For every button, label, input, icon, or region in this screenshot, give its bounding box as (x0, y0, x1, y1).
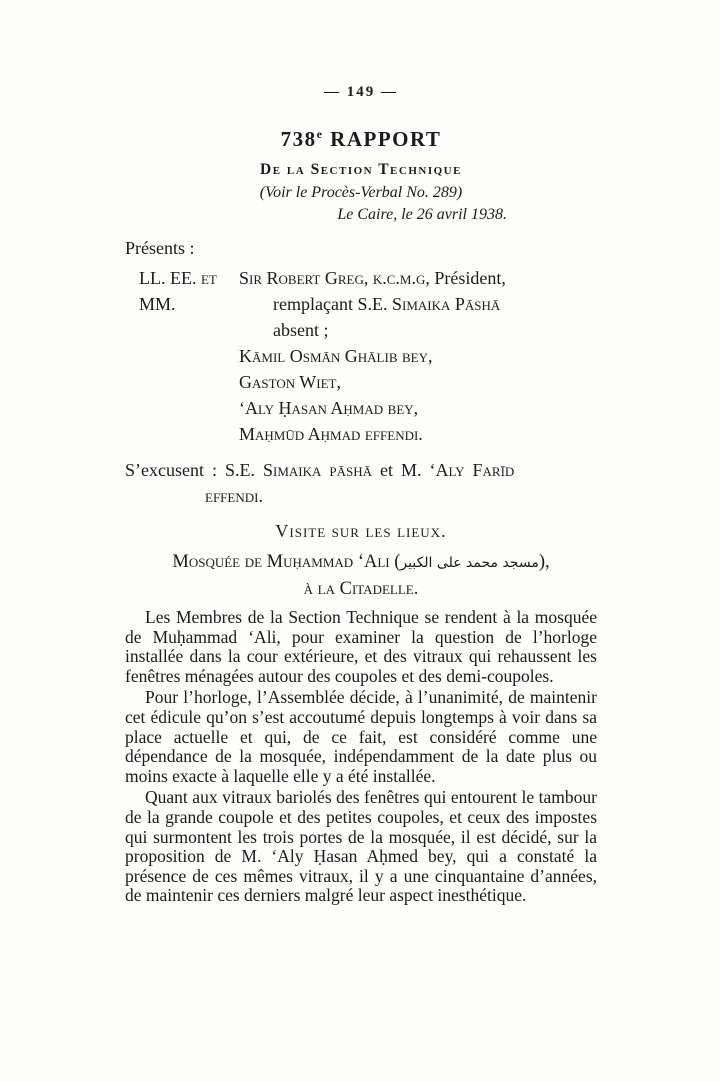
attendee-name: Kāmil Osmān Ghālib bey, (239, 346, 433, 366)
attendee-line (239, 291, 597, 317)
attendee-note: remplaçant (273, 294, 358, 314)
attendee-line (239, 265, 597, 291)
attendee-role: Président, (429, 268, 506, 288)
mosque-heading (125, 549, 597, 576)
attendee-names (239, 265, 597, 447)
excused-list (125, 457, 597, 509)
excused-name: S.E. Simaika pāshā (224, 460, 373, 480)
attendee-group-label: LL. EE. et MM. (139, 268, 217, 314)
report-title-number: 738 (280, 127, 317, 151)
excused-label: S’excusent : (125, 460, 225, 480)
attendance-list (125, 265, 597, 447)
mosque-location: à la Citadelle. (303, 579, 419, 599)
body-paragraph: Pour l’horloge, l’Assemblée décide, à l’unanimité, de maintenir cet édicule qu’on s’est accoutumé depuis longtemps à voir dans sa place actuelle et qui, de ce fait, est considéré comme une dépendance de la mosquée, indépendamment de la date plus ou moins exacte à laquelle elle y a été installée. (125, 687, 597, 786)
body-paragraph: Les Membres de la Section Technique se rendent à la mosquée de Muḥammad ‘Ali, pour examiner la question de l’horloge installée dans la cour extérieure, et des vitraux qui rehaussent les fenêtres ménagées autour des coupoles et des demi-coupoles. (125, 607, 597, 686)
attendee-name: Gaston Wiet, (239, 372, 341, 392)
mosque-name-arabic: مسجد محمد على الكبير (400, 555, 539, 571)
excused-name-continuation: effendi. (205, 486, 263, 506)
report-body (125, 608, 597, 906)
dateline: Le Caire, le 26 avril 1938. (337, 206, 507, 223)
body-paragraph: Quant aux vitraux bariolés des fenêtres qui entourent le tambour de la grande coupole et des petites coupoles, et ceux des impostes qui surmontent les trois portes de la mosquée, il est décidé, sur la proposition de M. ‘Aly Ḥasan Aḥmed bey, qui a constaté la présence de ces mêmes vitraux, il y a une cinquantaine d’années, de maintenir ces derniers malgré leur aspect inesthétique. (125, 787, 597, 906)
attendee-name: S.E. Simaika Pāshā (357, 294, 501, 314)
mosque-name-suffix: ), (538, 552, 550, 572)
excused-connector: et M. (372, 460, 430, 480)
excused-name: ‘Aly Farīd (429, 460, 515, 480)
excused-line (125, 457, 597, 483)
report-title-text: RAPPORT (323, 127, 442, 151)
proces-verbal-reference: (Voir le Procès-Verbal No. 289) (259, 184, 463, 201)
mosque-name: Mosquée de Muḥammad ‘Ali ( (172, 552, 401, 572)
attendee-name: Sir Robert Greg, k.c.m.g, (239, 268, 430, 288)
attendee-name: Maḥmūd Aḥmad effendi. (239, 424, 423, 444)
report-subtitle: De la Section Technique (260, 161, 462, 178)
attendee-note: absent ; (273, 320, 329, 340)
page-number: — 149 — (324, 84, 398, 100)
attendee-name: ‘Aly Ḥasan Aḥmad bey, (239, 398, 419, 418)
report-title (125, 127, 597, 152)
presents-label: Présents : (125, 238, 195, 258)
report-title-ordinal: e (316, 127, 324, 141)
section-heading-visite: Visite sur les lieux. (275, 521, 447, 541)
